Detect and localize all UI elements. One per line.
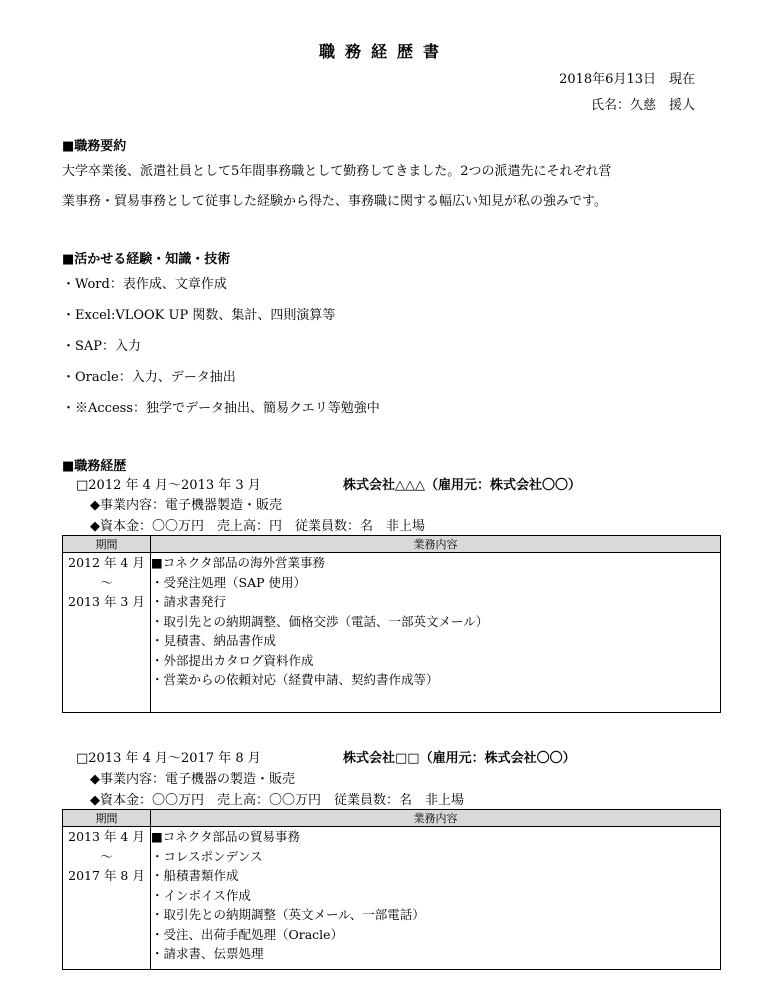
duty-item: ・船積書類作成 [151,868,239,883]
author-name: 氏名：久慈 援人 [590,98,695,113]
period-header: 期間 [63,810,151,827]
job-business: ◆事業内容：電子機器の製造・販売 [90,772,295,787]
duty-item: ・請求書発行 [151,594,227,609]
job-capital: ◆資本金：〇〇万円 売上高：〇〇万円 従業員数：名 非上場 [90,793,464,808]
duty-item: ・コレスポンデンス [151,848,263,864]
period-header: 期間 [63,536,151,553]
duty-item: ・取引先との納期調整（英文メール、一部電話） [151,907,425,922]
skill-item: ・SAP：入力 [62,339,142,354]
duty-item: ・営業からの依頼対応（経費申請、契約書作成等） [151,672,439,687]
skills-heading: ■活かせる経験・知識・技術 [62,252,231,267]
period-start: 2013 年 4 月 [68,829,145,844]
period-cell [63,553,151,713]
duty-item: ・インボイス作成 [151,887,251,903]
content-cell [151,553,721,713]
duty-item: ・外部提出カタログ資料作成 [151,652,314,668]
duty-item: ・取引先との納期調整、価格交渉（電話、一部英文メール） [151,613,489,629]
duty-item: ・見積書、納品書作成 [151,633,277,648]
summary-line: 業事務・貿易事務として従事した経験から得た、事務職に関する幅広い知見が私の強みです。 [62,194,607,209]
period-start: 2012 年 4 月 [68,555,145,570]
duty-table [62,535,721,713]
period-end: 2017 年 8 月 [68,868,145,883]
document-title: 職務経歴書 [318,42,449,61]
job-term: □2012 年 4 月～2013 年 3 月 [76,478,261,493]
skill-item: ・Word：表作成、文章作成 [62,277,227,292]
duty-table [62,809,721,970]
duty-item: ・受発注処理（SAP 使用） [151,574,306,590]
duty-title: ■コネクタ部品の貿易事務 [151,829,301,844]
job-business: ◆事業内容：電子機器製造・販売 [90,498,282,513]
content-header: 業務内容 [151,536,721,553]
duty-item: ・請求書、伝票処理 [151,946,264,961]
summary-line: 大学卒業後、派遣社員として5年間事務職として勤務してきました。2つの派遣先にそれぞれ営 [62,164,612,179]
duty-item: ・受注、出荷手配処理（Oracle） [151,926,344,942]
period-cell [63,827,151,970]
summary-heading: ■職務要約 [62,139,127,154]
skill-item: ・Excel:VLOOK UP 関数、集計、四則演算等 [62,308,336,323]
content-header: 業務内容 [151,810,721,827]
content-cell [151,827,721,970]
skill-item: ・Oracle：入力、データ抽出 [62,370,236,385]
history-heading: ■職務経歴 [62,459,127,474]
document-date: 2018年6月13日 現在 [559,72,695,87]
job-company: 株式会社□□（雇用元：株式会社〇〇） [343,751,576,766]
period-separator: ～ [100,848,113,864]
duty-title: ■コネクタ部品の海外営業事務 [151,555,326,570]
job-term: □2013 年 4 月～2017 年 8 月 [76,751,261,766]
period-separator: ～ [100,574,113,590]
job-capital: ◆資本金：〇〇万円 売上高：円 従業員数：名 非上場 [90,519,425,534]
skill-item: ・※Access：独学でデータ抽出、簡易クエリ等勉強中 [62,401,380,416]
job-company: 株式会社△△△（雇用元：株式会社〇〇） [343,478,581,493]
period-end: 2013 年 3 月 [68,594,145,609]
